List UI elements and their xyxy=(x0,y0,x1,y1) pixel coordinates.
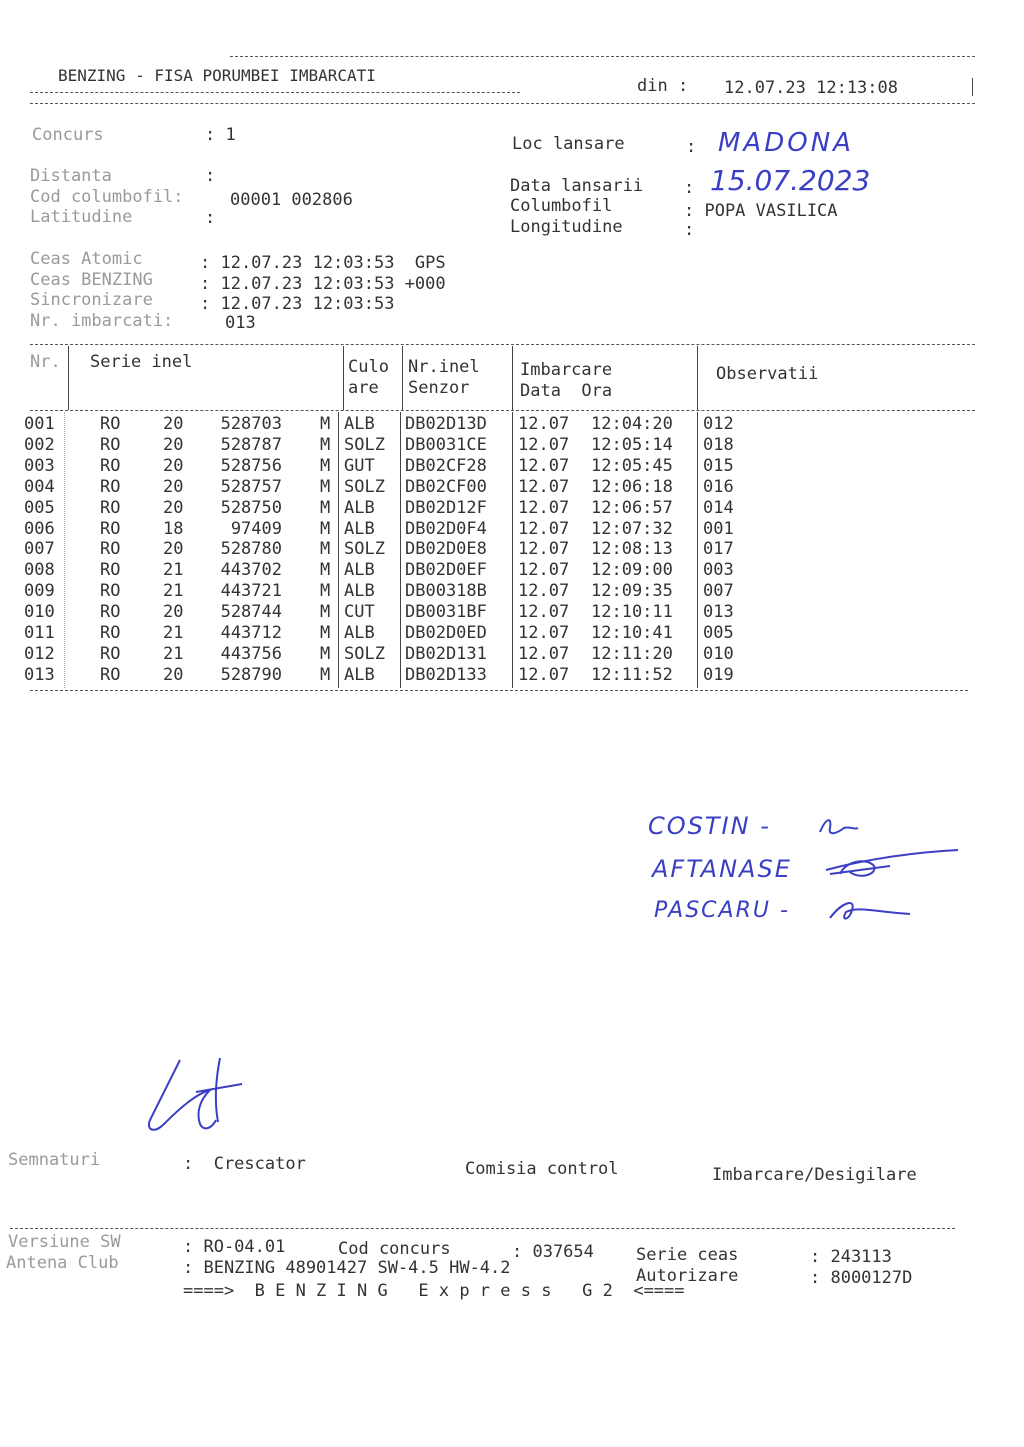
row-data: 12.07 xyxy=(518,581,570,602)
row-an: 20 xyxy=(163,455,184,476)
row-obs: 010 xyxy=(703,643,734,664)
row-culoare: ALB xyxy=(344,581,375,602)
latitudine-value: : xyxy=(205,208,216,228)
row-culoare: ALB xyxy=(344,623,375,643)
header-serie-inel: Serie inel xyxy=(90,352,193,372)
row-obs: 013 xyxy=(703,602,734,623)
row-sex: M xyxy=(320,497,331,518)
antena-value: : BENZING 48901427 SW-4.5 HW-4.2 xyxy=(183,1258,511,1278)
row-culoare: ALB xyxy=(344,664,375,685)
loc-lansare-colon: : xyxy=(686,137,697,157)
row-ora: 12:11:52 xyxy=(591,664,673,685)
row-serie: 443702 xyxy=(220,560,282,581)
row-obs: 005 xyxy=(703,623,734,643)
row-nr: 013 xyxy=(24,664,55,685)
table-row xyxy=(0,435,1000,455)
row-senzor: DB02D0E8 xyxy=(405,539,487,560)
row-an: 20 xyxy=(163,434,184,455)
commission-line-2: AFTANASE xyxy=(652,855,792,883)
row-culoare: SOLZ xyxy=(344,476,385,497)
row-ora: 12:09:00 xyxy=(591,560,673,581)
row-an: 21 xyxy=(163,581,184,602)
row-sex: M xyxy=(320,414,331,434)
table-row xyxy=(0,623,1000,643)
row-culoare: ALB xyxy=(344,518,375,539)
row-sex: M xyxy=(320,455,331,476)
concurs-label: Concurs xyxy=(32,125,104,145)
footer-rule xyxy=(10,1228,955,1229)
table-row xyxy=(0,644,1000,664)
row-obs: 015 xyxy=(703,455,734,476)
date-label: din : xyxy=(637,76,689,96)
table-row xyxy=(0,519,1000,539)
row-an: 20 xyxy=(163,539,184,560)
cod-columbofil-label: Cod columbofil: xyxy=(30,187,184,207)
row-sex: M xyxy=(320,623,331,643)
row-tara: RO xyxy=(100,581,121,602)
row-an: 20 xyxy=(163,497,184,518)
row-serie: 528787 xyxy=(220,434,282,455)
versiune-value: : RO-04.01 xyxy=(183,1237,286,1257)
table-row xyxy=(0,560,1000,580)
col-sep-observatii xyxy=(697,346,698,410)
header-imbarcare-2: Data Ora xyxy=(520,381,613,401)
row-data: 12.07 xyxy=(518,497,570,518)
row-senzor: DB02D0EF xyxy=(405,560,487,581)
table-row xyxy=(0,539,1000,559)
table-row xyxy=(0,456,1000,476)
longitudine-value: : xyxy=(684,220,695,240)
row-ora: 12:07:32 xyxy=(591,518,673,539)
row-culoare: SOLZ xyxy=(344,434,385,455)
row-serie: 528757 xyxy=(220,476,282,497)
row-data: 12.07 xyxy=(518,560,570,581)
table-row xyxy=(0,414,1000,434)
row-data: 12.07 xyxy=(518,414,570,434)
row-tara: RO xyxy=(100,539,121,560)
antena-label: Antena Club xyxy=(6,1253,119,1273)
row-tara: RO xyxy=(100,434,121,455)
header-culoare-2: are xyxy=(348,378,379,398)
table-row xyxy=(0,581,1000,601)
row-obs: 019 xyxy=(703,664,734,685)
row-sex: M xyxy=(320,664,331,685)
versiune-label: Versiune SW xyxy=(8,1232,121,1252)
concurs-value: : 1 xyxy=(205,125,236,145)
row-nr: 004 xyxy=(24,476,55,497)
serie-ceas-value: : 243113 xyxy=(810,1247,892,1267)
date-value: 12.07.23 12:13:08 xyxy=(724,78,898,98)
autorizare-value: : 8000127D xyxy=(810,1268,913,1288)
row-ora: 12:06:18 xyxy=(591,476,673,497)
row-senzor: DB02D12F xyxy=(405,497,487,518)
sincronizare-value: : 12.07.23 12:03:53 xyxy=(200,294,395,314)
row-senzor: DB02CF28 xyxy=(405,455,487,476)
row-serie: 443712 xyxy=(220,623,282,643)
row-data: 12.07 xyxy=(518,623,570,643)
header-imbarcare-1: Imbarcare xyxy=(520,360,613,380)
row-tara: RO xyxy=(100,623,121,643)
row-ora: 12:10:11 xyxy=(591,602,673,623)
row-sex: M xyxy=(320,539,331,560)
sincronizare-label: Sincronizare xyxy=(30,290,153,310)
row-an: 20 xyxy=(163,414,184,434)
signature-imbarcare: Imbarcare/Desigilare xyxy=(712,1165,917,1185)
row-nr: 001 xyxy=(24,414,55,434)
data-lansarii-value: 15.07.2023 xyxy=(710,164,871,197)
row-data: 12.07 xyxy=(518,476,570,497)
signature-crescator: : Crescator xyxy=(183,1154,306,1174)
row-sex: M xyxy=(320,518,331,539)
row-data: 12.07 xyxy=(518,602,570,623)
row-senzor: DB02D0F4 xyxy=(405,518,487,539)
commission-signatures xyxy=(780,800,980,940)
col-sep-imbarcare xyxy=(512,346,513,410)
row-senzor: DB02D131 xyxy=(405,643,487,664)
distanta-value: : xyxy=(205,166,216,186)
row-an: 21 xyxy=(163,623,184,643)
row-nr: 008 xyxy=(24,560,55,581)
row-tara: RO xyxy=(100,455,121,476)
header-right-border xyxy=(972,78,973,96)
row-culoare: SOLZ xyxy=(344,643,385,664)
row-serie: 443756 xyxy=(220,643,282,664)
header-nr: Nr. xyxy=(30,352,61,372)
row-senzor: DB02D13D xyxy=(405,414,487,434)
distanta-label: Distanta xyxy=(30,166,112,186)
table-header-rule xyxy=(30,410,975,411)
row-nr: 011 xyxy=(24,623,55,643)
row-senzor: DB00318B xyxy=(405,581,487,602)
row-an: 18 xyxy=(163,518,184,539)
semnaturi-label: Semnaturi xyxy=(8,1150,101,1170)
row-ora: 12:04:20 xyxy=(591,414,673,434)
longitudine-label: Longitudine xyxy=(510,217,623,237)
row-culoare: ALB xyxy=(344,497,375,518)
header-nr-inel-1: Nr.inel xyxy=(408,357,480,377)
row-data: 12.07 xyxy=(518,455,570,476)
row-ora: 12:09:35 xyxy=(591,581,673,602)
row-sex: M xyxy=(320,581,331,602)
row-data: 12.07 xyxy=(518,518,570,539)
page-title: BENZING - FISA PORUMBEI IMBARCATI xyxy=(58,66,376,85)
row-sex: M xyxy=(320,643,331,664)
autorizare-label: Autorizare xyxy=(636,1266,739,1286)
row-nr: 007 xyxy=(24,539,55,560)
row-tara: RO xyxy=(100,476,121,497)
ceas-atomic-value: : 12.07.23 12:03:53 GPS xyxy=(200,253,446,273)
columbofil-value: : POPA VASILICA xyxy=(684,201,838,221)
row-culoare: ALB xyxy=(344,414,375,434)
row-culoare: GUT xyxy=(344,455,375,476)
row-serie: 97409 xyxy=(230,518,282,539)
row-ora: 12:11:20 xyxy=(591,643,673,664)
row-tara: RO xyxy=(100,518,121,539)
row-tara: RO xyxy=(100,414,121,434)
col-sep-culoare xyxy=(343,346,344,410)
row-senzor: DB0031CE xyxy=(405,434,487,455)
row-senzor: DB02D0ED xyxy=(405,623,487,643)
serie-ceas-label: Serie ceas xyxy=(636,1245,739,1265)
row-sex: M xyxy=(320,560,331,581)
table-row xyxy=(0,498,1000,518)
row-senzor: DB0031BF xyxy=(405,602,487,623)
row-nr: 006 xyxy=(24,518,55,539)
row-data: 12.07 xyxy=(518,664,570,685)
row-tara: RO xyxy=(100,643,121,664)
nr-imbarcati-value: 013 xyxy=(225,313,256,333)
ceas-benzing-value: : 12.07.23 12:03:53 +000 xyxy=(200,274,446,294)
row-senzor: DB02CF00 xyxy=(405,476,487,497)
crescator-signature xyxy=(140,1050,260,1140)
data-lansarii-label: Data lansarii xyxy=(510,176,644,196)
row-obs: 003 xyxy=(703,560,734,581)
row-ora: 12:10:41 xyxy=(591,623,673,643)
row-obs: 017 xyxy=(703,539,734,560)
row-obs: 007 xyxy=(703,581,734,602)
header-culoare-1: Culo xyxy=(348,357,389,377)
row-an: 20 xyxy=(163,602,184,623)
commission-line-3: PASCARU - xyxy=(654,898,790,923)
table-bottom-rule xyxy=(30,690,968,691)
header-nr-inel-2: Senzor xyxy=(408,378,470,398)
row-serie: 528756 xyxy=(220,455,282,476)
row-nr: 012 xyxy=(24,643,55,664)
row-nr: 010 xyxy=(24,602,55,623)
row-serie: 528750 xyxy=(220,497,282,518)
row-sex: M xyxy=(320,434,331,455)
row-culoare: ALB xyxy=(344,560,375,581)
table-row xyxy=(0,665,1000,685)
cod-columbofil-value: 00001 002806 xyxy=(230,190,353,210)
signature-comisia: Comisia control xyxy=(465,1159,619,1179)
header-observatii: Observatii xyxy=(716,364,819,384)
row-sex: M xyxy=(320,602,331,623)
latitudine-label: Latitudine xyxy=(30,207,133,227)
cod-concurs-value: : 037654 xyxy=(512,1242,594,1262)
row-an: 21 xyxy=(163,560,184,581)
row-senzor: DB02D133 xyxy=(405,664,487,685)
row-obs: 001 xyxy=(703,518,734,539)
cod-concurs-label: Cod concurs xyxy=(338,1239,451,1259)
row-nr: 009 xyxy=(24,581,55,602)
loc-lansare-label: Loc lansare xyxy=(512,134,625,154)
table-row xyxy=(0,477,1000,497)
footer-banner: ====> B E N Z I N G E x p r e s s G 2 <==== xyxy=(183,1281,685,1301)
row-data: 12.07 xyxy=(518,643,570,664)
row-an: 20 xyxy=(163,664,184,685)
ceas-atomic-label: Ceas Atomic xyxy=(30,249,143,269)
ceas-benzing-label: Ceas BENZING xyxy=(30,270,153,290)
row-nr: 002 xyxy=(24,434,55,455)
row-data: 12.07 xyxy=(518,539,570,560)
row-serie: 528703 xyxy=(220,414,282,434)
row-ora: 12:08:13 xyxy=(591,539,673,560)
row-nr: 005 xyxy=(24,497,55,518)
columbofil-label: Columbofil xyxy=(510,196,613,216)
row-tara: RO xyxy=(100,560,121,581)
data-lansarii-colon: : xyxy=(684,178,695,198)
row-an: 21 xyxy=(163,643,184,664)
row-serie: 528780 xyxy=(220,539,282,560)
commission-line-1: COSTIN - xyxy=(648,812,771,840)
header-rule-upper xyxy=(30,92,520,93)
header-top-rule xyxy=(230,56,975,57)
row-obs: 014 xyxy=(703,497,734,518)
row-tara: RO xyxy=(100,497,121,518)
row-sex: M xyxy=(320,476,331,497)
row-obs: 012 xyxy=(703,414,734,434)
table-top-rule xyxy=(30,344,975,345)
row-obs: 016 xyxy=(703,476,734,497)
row-ora: 12:06:57 xyxy=(591,497,673,518)
row-culoare: SOLZ xyxy=(344,539,385,560)
col-sep-nr xyxy=(68,346,69,410)
nr-imbarcati-label: Nr. imbarcati: xyxy=(30,311,174,331)
row-nr: 003 xyxy=(24,455,55,476)
header-rule-lower xyxy=(30,103,975,104)
row-ora: 12:05:45 xyxy=(591,455,673,476)
loc-lansare-value: MADONA xyxy=(718,128,854,158)
row-serie: 443721 xyxy=(220,581,282,602)
row-culoare: CUT xyxy=(344,602,375,623)
row-tara: RO xyxy=(100,664,121,685)
table-row xyxy=(0,602,1000,622)
row-an: 20 xyxy=(163,476,184,497)
col-sep-senzor xyxy=(402,346,403,410)
row-serie: 528790 xyxy=(220,664,282,685)
row-ora: 12:05:14 xyxy=(591,434,673,455)
row-tara: RO xyxy=(100,602,121,623)
row-obs: 018 xyxy=(703,434,734,455)
row-serie: 528744 xyxy=(220,602,282,623)
row-data: 12.07 xyxy=(518,434,570,455)
